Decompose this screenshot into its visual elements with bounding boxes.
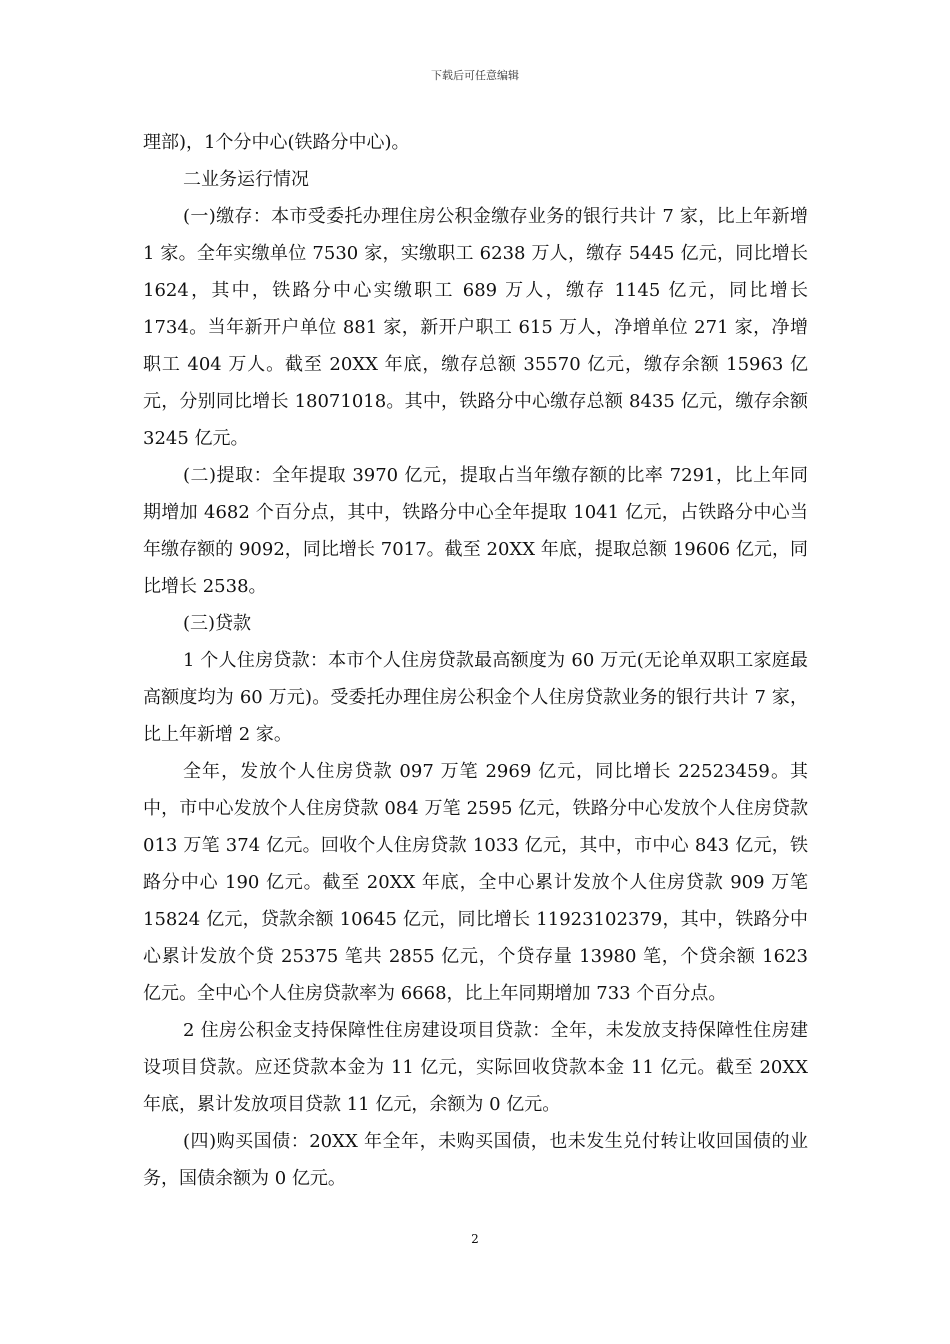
paragraph-withdrawal: (二)提取：全年提取 3970 亿元，提取占当年缴存额的比率 7291，比上年同期增加 4682 个百分点，其中，铁路分中心全年提取 1041 亿元，占铁路分中心当年缴存额的 9092，同比增长 7017。截至 20XX 年底，提取总额 19606 亿元，同比增长 2538。 [143, 465, 808, 597]
paragraph-continuation: 理部)，1个分中心(铁路分中心)。 [143, 132, 410, 153]
page-number: 2 [471, 1232, 479, 1246]
paragraph-personal-loan: 1 个人住房贷款：本市个人住房贷款最高额度为 60 万元(无论单双职工家庭最高额度均为 60 万元)。受委托办理住房公积金个人住房贷款业务的银行共计 7 家，比上年新增 2 家。 [143, 650, 808, 745]
paragraph-bonds: (四)购买国债：20XX 年全年，未购买国债，也未发生兑付转让收回国债的业务，国债余额为 0 亿元。 [143, 1131, 808, 1189]
page-header: 下载后可任意编辑 [431, 69, 519, 82]
paragraph-deposit: (一)缴存：本市受委托办理住房公积金缴存业务的银行共计 7 家，比上年新增 1 家。全年实缴单位 7530 家，实缴职工 6238 万人，缴存 5445 亿元，同比增长 1624，其中，铁路分中心实缴职工 689 万人，缴存 1145 亿元，同比增长 1734。当年新开户单位 881 家，新开户职工 615 万人，净增单位 271 家，净增职工 404 万人。截至 20XX 年底，缴存总额 35570 亿元，缴存余额 15963 亿元，分别同比增长 18071018。其中，铁路分中心缴存总额 8435 亿元，缴存余额 3245 亿元。 [143, 206, 808, 449]
section-heading-loans: (三)贷款 [183, 613, 252, 634]
paragraph-project-loan: 2 住房公积金支持保障性住房建设项目贷款：全年，未发放支持保障性住房建设项目贷款。应还贷款本金为 11 亿元，实际回收贷款本金 11 亿元。截至 20XX 年底，累计发放项目贷款 11 亿元，余额为 0 亿元。 [143, 1020, 808, 1115]
document-body [143, 124, 808, 1197]
section-heading-business: 二业务运行情况 [183, 169, 309, 190]
paragraph-loan-issuance: 全年，发放个人住房贷款 097 万笔 2969 亿元，同比增长 22523459。其中，市中心发放个人住房贷款 084 万笔 2595 亿元，铁路分中心发放个人住房贷款 013 万笔 374 亿元。回收个人住房贷款 1033 亿元，其中，市中心 843 亿元，铁路分中心 190 亿元。截至 20XX 年底，全中心累计发放个人住房贷款 909 万笔 15824 亿元，贷款余额 10645 亿元，同比增长 11923102379，其中，铁路分中心累计发放个贷 25375 笔共 2855 亿元，个贷存量 13980 笔，个贷余额 1623 亿元。全中心个人住房贷款率为 6668，比上年同期增加 733 个百分点。 [143, 761, 808, 1004]
